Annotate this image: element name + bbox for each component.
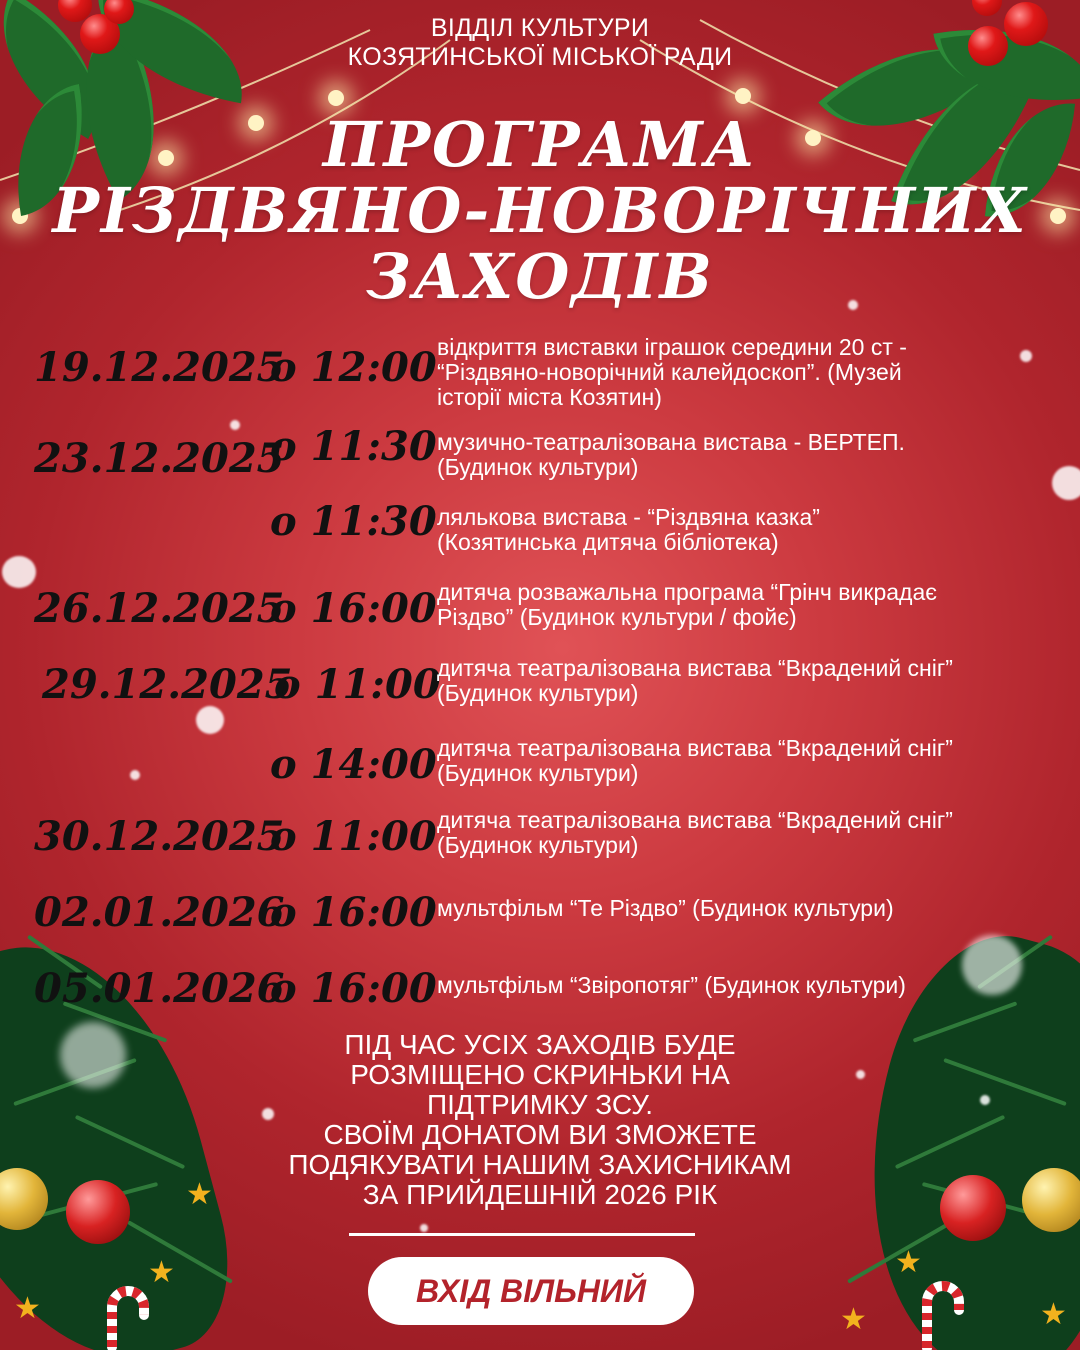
event-description: лялькова вистава - “Різдвяна казка” (Козятинська дитяча бібліотека) xyxy=(437,504,820,555)
divider xyxy=(349,1233,695,1236)
event-time: о 11:30 xyxy=(270,498,437,545)
event-time: о 12:00 xyxy=(270,344,437,391)
bauble-icon xyxy=(940,1175,1006,1241)
event-time: о 14:00 xyxy=(270,741,437,788)
donation-notice: ПІД ЧАС УСІХ ЗАХОДІВ БУДЕ РОЗМІЩЕНО СКРИНЬКИ НА ПІДТРИМКУ ЗСУ. СВОЇМ ДОНАТОМ ВИ ЗМОЖЕТЕ ПОДЯКУВАТИ НАШИМ ЗАХИСНИКАМ ЗА ПРИЙДЕШНІЙ 2026 РІК xyxy=(288,1029,792,1210)
event-row xyxy=(0,656,1080,716)
organization-line-2: КОЗЯТИНСЬКОЇ МІСЬКОЇ РАДИ xyxy=(347,43,733,71)
event-time: о 16:00 xyxy=(270,585,437,632)
candy-cane-icon xyxy=(100,1285,160,1350)
event-row xyxy=(0,808,1080,868)
snowflake-icon xyxy=(60,1022,126,1088)
event-description: мультфільм “Те Різдво” (Будинок культури) xyxy=(437,895,894,921)
event-row xyxy=(0,884,1080,944)
event-description: дитяча театралізована вистава “Вкрадений сніг” (Будинок культури) xyxy=(437,655,953,706)
event-time: о 11:30 xyxy=(270,423,437,470)
event-description: відкриття виставки іграшок середини 20 ст - “Різдвяно-новорічний калейдоскоп”. (Музей історії міста Козятин) xyxy=(437,334,907,410)
event-time: о 16:00 xyxy=(270,889,437,936)
event-description: дитяча театралізована вистава “Вкрадений сніг” (Будинок культури) xyxy=(437,735,953,786)
event-date: 23.12.2025 xyxy=(34,435,285,482)
title-line-3: ЗАХОДІВ xyxy=(366,240,714,313)
star-icon: ★ xyxy=(840,1302,867,1337)
bauble-icon xyxy=(66,1180,130,1244)
event-description: музично-театралізована вистава - ВЕРТЕП. (Будинок культури) xyxy=(437,429,905,480)
star-icon: ★ xyxy=(186,1177,213,1212)
event-description: дитяча театралізована вистава “Вкрадений сніг” (Будинок культури) xyxy=(437,807,953,858)
event-time: о 16:00 xyxy=(270,965,437,1012)
organization-name xyxy=(0,14,1080,72)
light-bulb-icon xyxy=(735,88,751,104)
star-icon: ★ xyxy=(14,1291,41,1326)
event-row xyxy=(0,335,1080,410)
title-line-2: РІЗДВЯНО-НОВОРІЧНИХ xyxy=(52,174,1028,247)
light-bulb-icon xyxy=(328,90,344,106)
event-date: 02.01.2026 xyxy=(34,889,285,936)
organization-line-1: ВІДДІЛ КУЛЬТУРИ xyxy=(430,14,650,42)
snowflake-icon xyxy=(980,1095,990,1105)
candy-cane-icon xyxy=(915,1280,975,1350)
event-row xyxy=(0,736,1080,796)
snowflake-icon xyxy=(420,1224,428,1232)
event-time: о 11:00 xyxy=(274,661,441,708)
event-row xyxy=(0,423,1080,490)
event-date: 29.12.2025 xyxy=(42,661,293,708)
event-time: о 11:00 xyxy=(270,813,437,860)
event-description: мультфільм “Звіропотяг” (Будинок культури) xyxy=(437,972,906,998)
event-date: 30.12.2025 xyxy=(34,813,285,860)
event-description: дитяча розважальна програма “Грінч викрадає Різдво” (Будинок культури / фойє) xyxy=(437,579,937,630)
event-row xyxy=(0,498,1080,565)
event-date: 26.12.2025 xyxy=(34,585,285,632)
event-row xyxy=(0,580,1080,640)
bauble-icon xyxy=(1022,1168,1080,1232)
star-icon: ★ xyxy=(895,1245,922,1280)
star-icon: ★ xyxy=(1040,1297,1067,1332)
title-line-1: ПРОГРАМА xyxy=(322,108,758,181)
free-entry-button[interactable]: ВХІД ВІЛЬНИЙ xyxy=(368,1257,694,1325)
event-row xyxy=(0,960,1080,1020)
event-date: 05.01.2026 xyxy=(34,965,285,1012)
page-title xyxy=(0,108,1080,313)
star-icon: ★ xyxy=(148,1255,175,1290)
snowflake-icon xyxy=(230,420,240,430)
event-date: 19.12.2025 xyxy=(34,344,285,391)
